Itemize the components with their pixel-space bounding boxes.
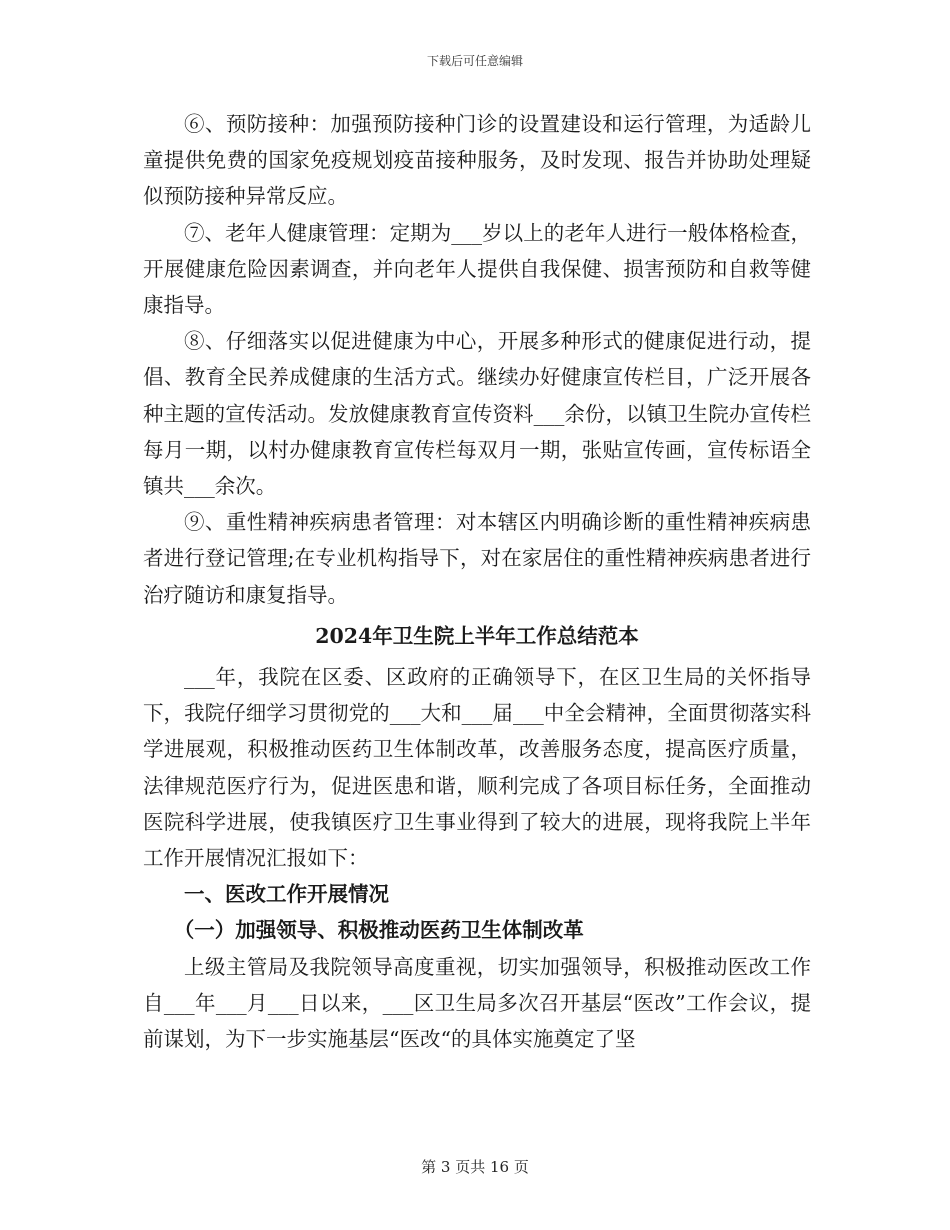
- page-footer: 第 3 页共 16 页: [421, 1158, 529, 1176]
- paragraph-mental-health: ⑨、重性精神疾病患者管理：对本辖区内明确诊断的重性精神疾病患者进行登记管理;在专业机构指导下，对在家居住的重性精神疾病患者进行治疗随访和康复指导。: [143, 510, 811, 607]
- document-body: [143, 106, 811, 1057]
- paragraph-vaccination: ⑥、预防接种：加强预防接种门诊的设置建设和运行管理，为适龄儿童提供免费的国家免疫规划疫苗接种服务，及时发现、报告并协助处理疑似预防接种异常反应。: [143, 112, 811, 209]
- paragraph-health-promotion: ⑧、仔细落实以促进健康为中心，开展多种形式的健康促进行动，提倡、教育全民养成健康的生活方式。继续办好健康宣传栏目，广泛开展各种主题的宣传活动。发放健康教育宣传资料___余份，以镇卫生院办宣传栏每月一期，以村办健康教育宣传栏每双月一期，张贴宣传画，宣传标语全镇共___余次。: [143, 329, 811, 499]
- page-header: 下载后可任意编辑: [426, 54, 523, 68]
- paragraph-body: 上级主管局及我院领导高度重视，切实加强领导，积极推动医改工作自___年___月___日以来，___区卫生局多次召开基层“医改”工作会议，提前谋划，为下一步实施基层“医改“的具体实施奠定了坚: [143, 954, 811, 1052]
- paragraph-elderly-health: ⑦、老年人健康管理：定期为___岁以上的老年人进行一般体格检查，开展健康危险因素调查，并向老年人提供自我保健、损害预防和自救等健康指导。: [143, 220, 811, 318]
- paragraph-intro: ___年，我院在区委、区政府的正确领导下，在区卫生局的关怀指导下，我院仔细学习贯彻党的___大和___届___中全会精神，全面贯彻落实科学进展观，积极推动医药卫生体制改革，改善服务态度，提高医疗质量，法律规范医疗行为，促进医患和谐，顺利完成了各项目标任务，全面推动医院科学进展，使我镇医疗卫生事业得到了较大的进展，现将我院上半年工作开展情况汇报如下：: [143, 665, 811, 871]
- document-title: 2024年卫生院上半年工作总结范本: [315, 623, 639, 648]
- subsection-heading: （一）加强领导、积极推动医药卫生体制改革: [173, 918, 584, 943]
- section-heading: 一、医改工作开展情况: [184, 882, 389, 907]
